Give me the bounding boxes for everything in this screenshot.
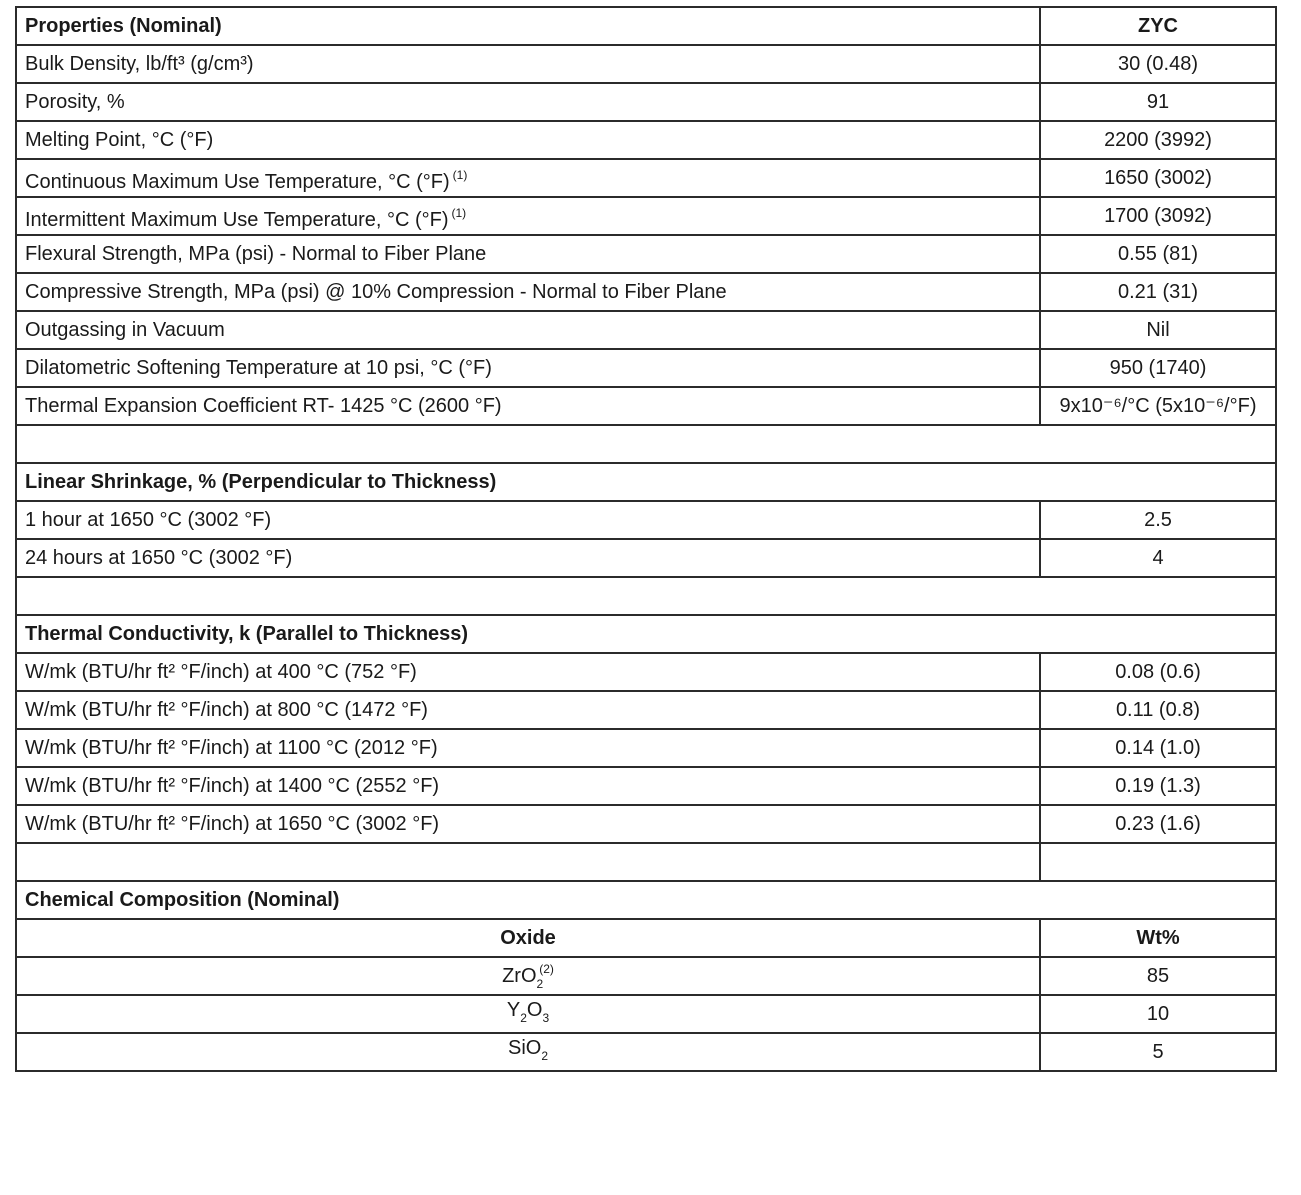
property-label: Intermittent Maximum Use Temperature, °C (°F) <box>25 208 449 231</box>
oxide-formula <box>16 995 1040 1033</box>
property-value: 950 (1740) <box>1040 349 1276 387</box>
conductivity-label: W/mk (BTU/hr ft² °F/inch) at 1400 °C (2552 °F) <box>16 767 1040 805</box>
oxide-base: ZrO <box>502 964 537 987</box>
footnote-marker: (1) <box>451 205 467 220</box>
conductivity-value: 0.11 (0.8) <box>1040 691 1276 729</box>
property-value: Nil <box>1040 311 1276 349</box>
oxide-base-2: O <box>526 999 543 1021</box>
table-row <box>16 691 1276 729</box>
conductivity-value: 0.19 (1.3) <box>1040 767 1276 805</box>
property-label: Porosity, % <box>16 83 1040 121</box>
spacer-row <box>16 577 1276 615</box>
spacer-cell <box>1040 843 1276 881</box>
oxide-base: SiO <box>507 1037 542 1059</box>
property-value: 1700 (3092) <box>1040 197 1276 235</box>
section-header-row <box>16 615 1276 653</box>
chemical-composition-title: Chemical Composition (Nominal) <box>16 881 1276 919</box>
spacer-row <box>16 425 1276 463</box>
table-row <box>16 83 1276 121</box>
property-label: Continuous Maximum Use Temperature, °C (°F) <box>25 170 450 193</box>
property-label: Compressive Strength, MPa (psi) @ 10% Compression - Normal to Fiber Plane <box>16 273 1040 311</box>
table-row <box>16 501 1276 539</box>
spacer-row <box>16 843 1276 881</box>
property-label-cell <box>16 197 1040 235</box>
shrinkage-label: 1 hour at 1650 °C (3002 °F) <box>16 501 1040 539</box>
footnote-marker: (2) <box>539 961 554 976</box>
oxide-formula <box>16 1033 1040 1071</box>
spacer-cell <box>16 843 1040 881</box>
oxide-subscript: 2 <box>520 1011 527 1025</box>
table-row <box>16 121 1276 159</box>
table-row <box>16 387 1276 425</box>
table-header-row <box>16 7 1276 45</box>
conductivity-label: W/mk (BTU/hr ft² °F/inch) at 800 °C (1472 °F) <box>16 691 1040 729</box>
table-row <box>16 957 1276 995</box>
conductivity-label: W/mk (BTU/hr ft² °F/inch) at 1650 °C (3002 °F) <box>16 805 1040 843</box>
shrinkage-value: 2.5 <box>1040 501 1276 539</box>
property-label: Thermal Expansion Coefficient RT- 1425 °C (2600 °F) <box>16 387 1040 425</box>
wt-column-header: Wt% <box>1040 919 1276 957</box>
table-row <box>16 539 1276 577</box>
property-value: 91 <box>1040 83 1276 121</box>
spacer-cell <box>16 425 1276 463</box>
property-label: Bulk Density, lb/ft³ (g/cm³) <box>16 45 1040 83</box>
oxide-wt-value: 85 <box>1040 957 1276 995</box>
property-label: Melting Point, °C (°F) <box>16 121 1040 159</box>
table-row <box>16 159 1276 197</box>
table-row <box>16 235 1276 273</box>
oxide-subscript: 2 <box>536 976 544 991</box>
linear-shrinkage-title: Linear Shrinkage, % (Perpendicular to Thickness) <box>16 463 1276 501</box>
table-row <box>16 805 1276 843</box>
property-label: Dilatometric Softening Temperature at 10 psi, °C (°F) <box>16 349 1040 387</box>
property-value: 0.21 (31) <box>1040 273 1276 311</box>
table-row <box>16 1033 1276 1071</box>
oxide-column-header: Oxide <box>16 919 1040 957</box>
conductivity-label: W/mk (BTU/hr ft² °F/inch) at 400 °C (752 °F) <box>16 653 1040 691</box>
property-value: 30 (0.48) <box>1040 45 1276 83</box>
composition-header-row <box>16 919 1276 957</box>
footnote-marker: (1) <box>452 167 468 182</box>
property-value: 9x10⁻⁶/°C (5x10⁻⁶/°F) <box>1040 387 1276 425</box>
property-value: 2200 (3992) <box>1040 121 1276 159</box>
oxide-subscript-2: 3 <box>542 1011 550 1025</box>
properties-table <box>15 6 1277 1072</box>
thermal-conductivity-title: Thermal Conductivity, k (Parallel to Thickness) <box>16 615 1276 653</box>
table-row <box>16 273 1276 311</box>
table-row <box>16 653 1276 691</box>
property-label-cell <box>16 159 1040 197</box>
table-row <box>16 197 1276 235</box>
shrinkage-label: 24 hours at 1650 °C (3002 °F) <box>16 539 1040 577</box>
section-header-row <box>16 463 1276 501</box>
product-name-header: ZYC <box>1040 7 1276 45</box>
conductivity-label: W/mk (BTU/hr ft² °F/inch) at 1100 °C (2012 °F) <box>16 729 1040 767</box>
conductivity-value: 0.23 (1.6) <box>1040 805 1276 843</box>
property-value: 1650 (3002) <box>1040 159 1276 197</box>
table-row <box>16 995 1276 1033</box>
table-row <box>16 349 1276 387</box>
conductivity-value: 0.14 (1.0) <box>1040 729 1276 767</box>
oxide-wt-value: 10 <box>1040 995 1276 1033</box>
properties-header: Properties (Nominal) <box>16 7 1040 45</box>
spacer-cell <box>16 577 1276 615</box>
property-label: Outgassing in Vacuum <box>16 311 1040 349</box>
oxide-subscript: 2 <box>541 1049 549 1063</box>
table-row <box>16 45 1276 83</box>
conductivity-value: 0.08 (0.6) <box>1040 653 1276 691</box>
table-row <box>16 311 1276 349</box>
oxide-base: Y <box>506 999 521 1021</box>
property-value: 0.55 (81) <box>1040 235 1276 273</box>
section-header-row <box>16 881 1276 919</box>
table-row <box>16 767 1276 805</box>
property-label: Flexural Strength, MPa (psi) - Normal to Fiber Plane <box>16 235 1040 273</box>
table-row <box>16 729 1276 767</box>
oxide-wt-value: 5 <box>1040 1033 1276 1071</box>
oxide-formula <box>16 957 1040 995</box>
shrinkage-value: 4 <box>1040 539 1276 577</box>
